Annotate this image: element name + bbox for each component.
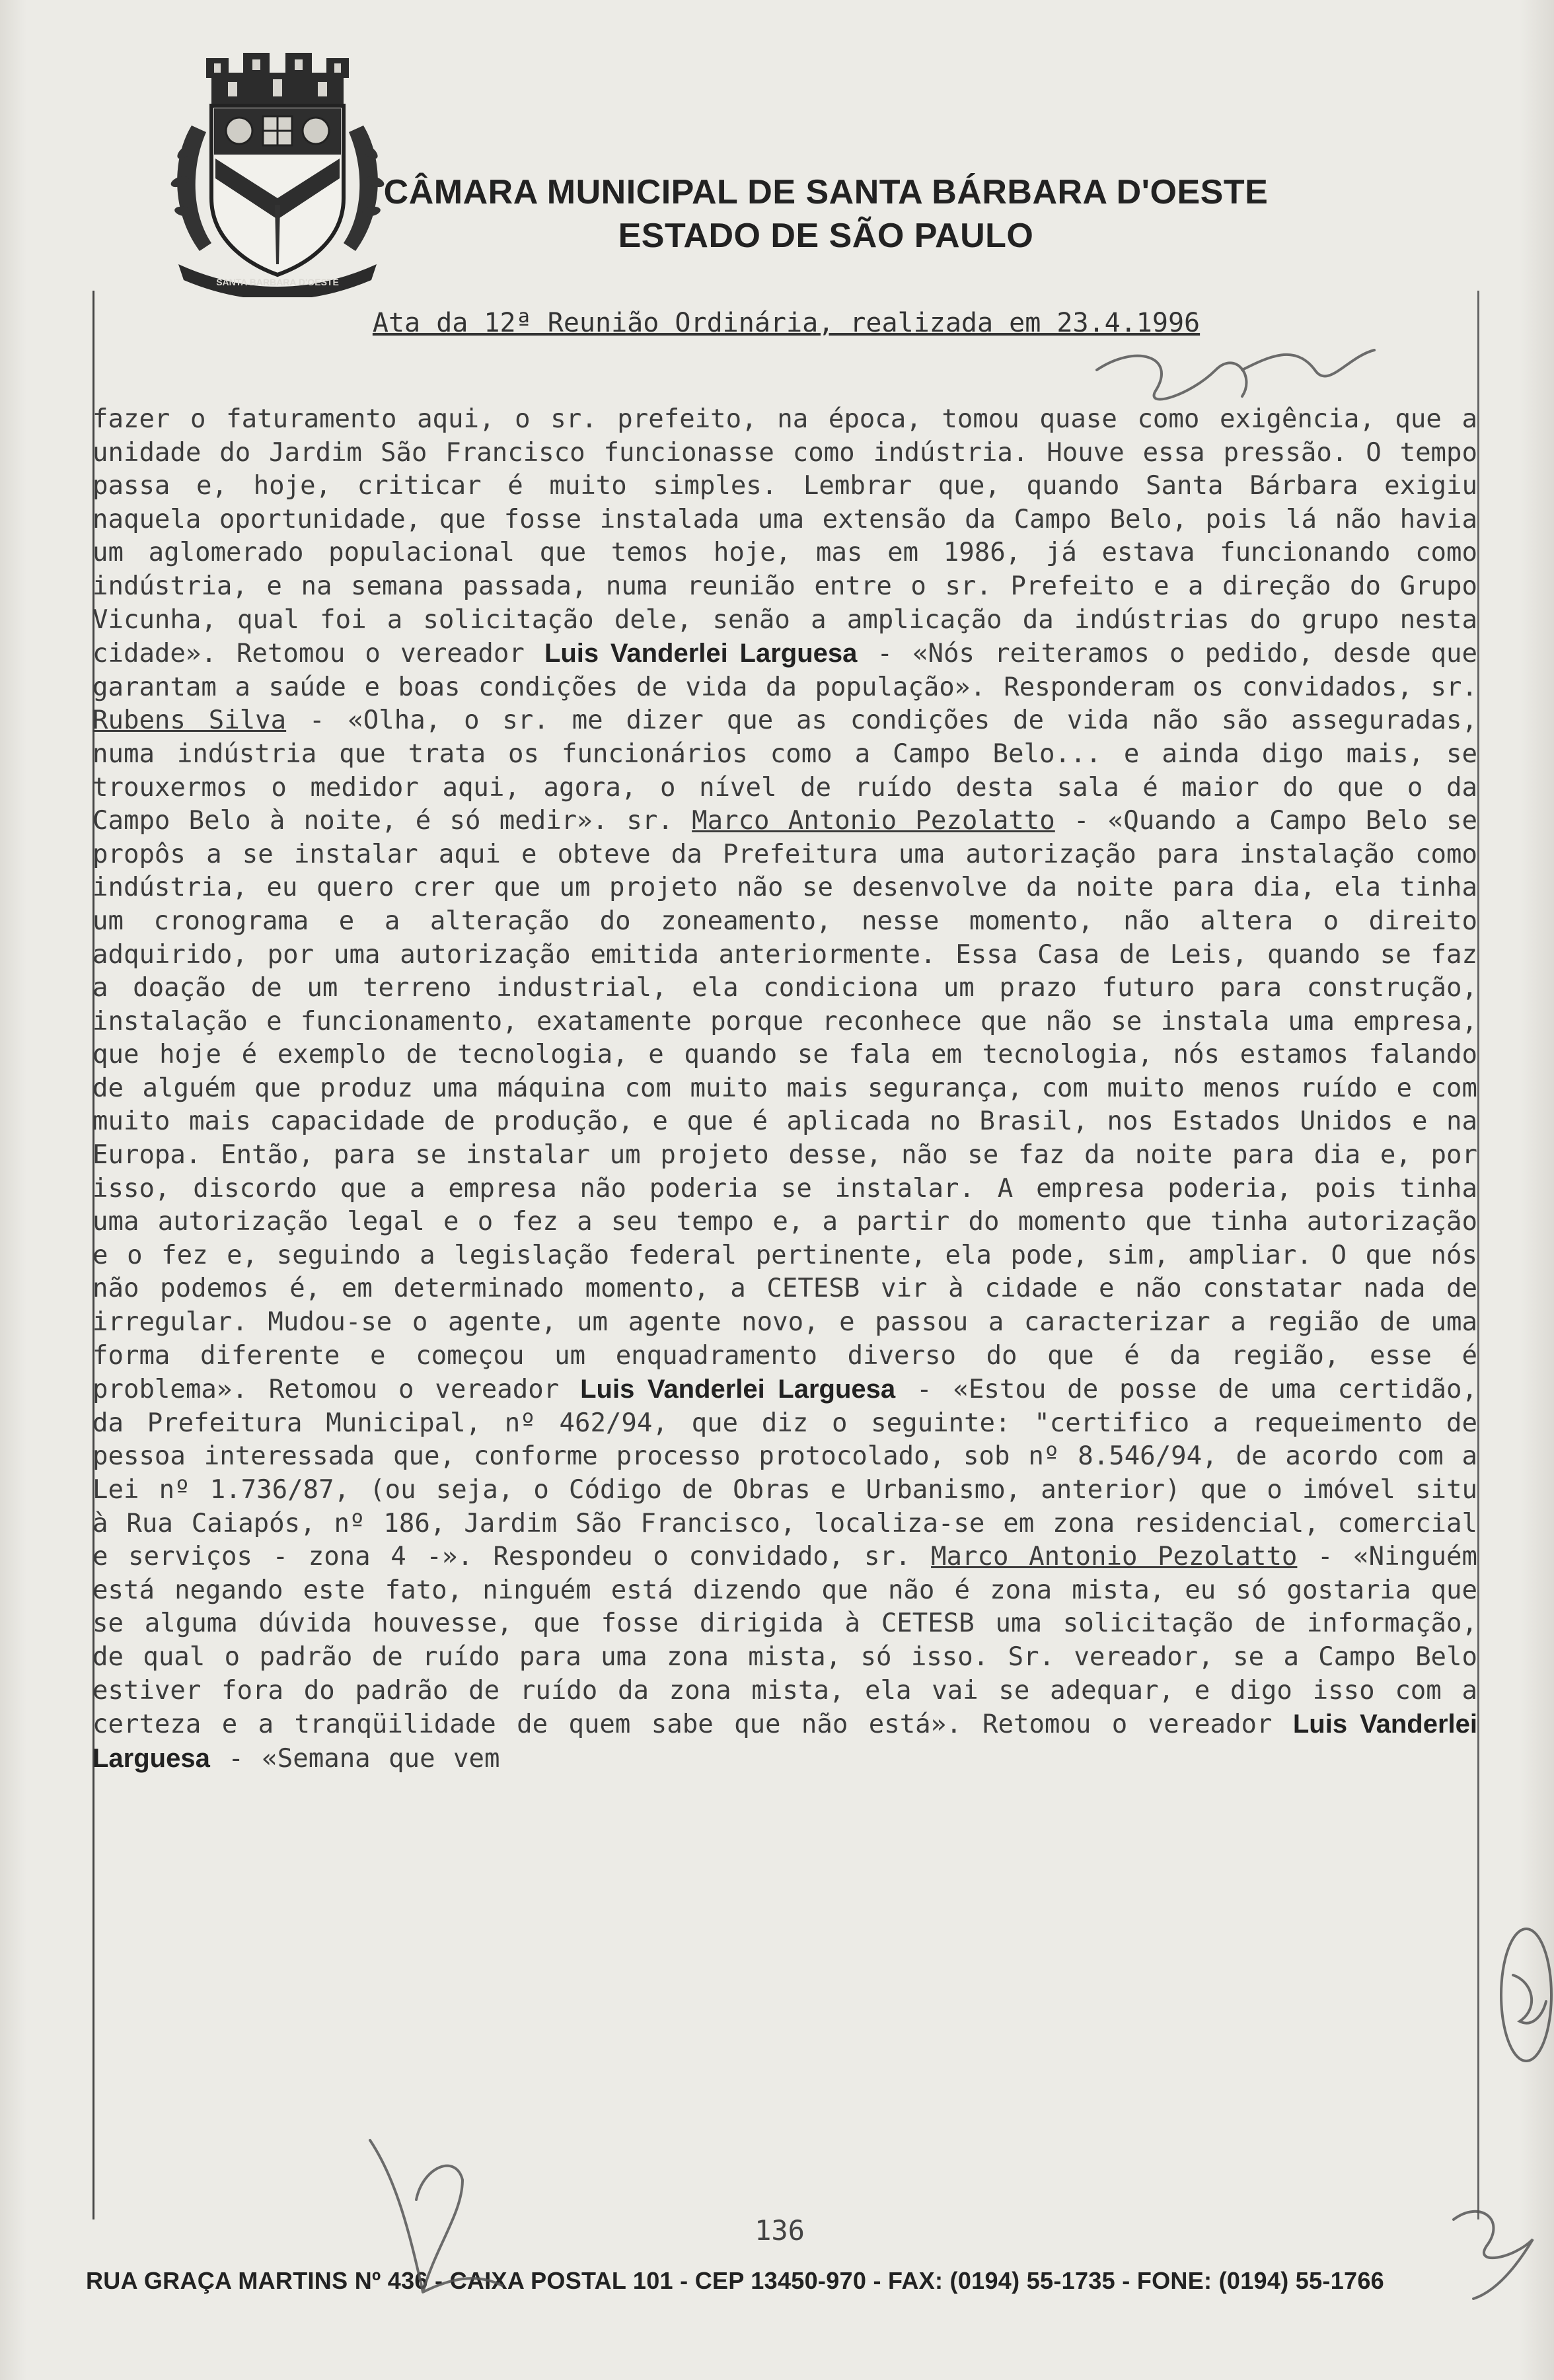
speaker-name: Marco Antonio Pezolatto: [692, 806, 1055, 836]
body-text-segment: fazer o faturamento aqui, o sr. prefeito, na época, tomou quase como exigência, que a unidade do Jardim São Francisco funcionasse como indústria. Houve essa pressão. O tempo passa e, hoje, criticar é muito simples. Lembrar que, quando Santa Bárbara exigiu naquela oportunidade, que fosse instalada uma extensão da Campo Belo, pois lá não havia um aglomerado populacional que temos hoje, mas em 1986, já estava funcionando como indústria, e na semana passada, numa reunião entre o sr. Prefeito e a direção do Grupo Vicunha, qual foi a solicitação dele, senão a amplicação da indústrias do grupo nesta cidade». Retomou o vereador: [92, 404, 1477, 669]
footer-address: RUA GRAÇA MARTINS Nº 436 - CAIXA POSTAL 101 - CEP 13450-970 - FAX: (0194) 55-1735 - FONE: (0194) 55-1766: [86, 2267, 1385, 2294]
speaker-name: Luis Vanderlei Larguesa: [580, 1375, 896, 1404]
minutes-title: Ata da 12ª Reunião Ordinária, realizada em 23.4.1996: [372, 308, 1201, 338]
page-number: 136: [755, 2214, 805, 2247]
speaker-name: Marco Antonio Pezolatto: [931, 1542, 1298, 1572]
body-text-segment: - «Olha, o sr. me dizer que as condições de vida não são asseguradas, numa indústria que trata os funcionários como a Campo Belo... e ainda digo mais, se trouxermos o medidor aqui, agora, o nível de ruído desta sala é maior do que o da Campo Belo à noite, é só medir». sr.: [92, 705, 1477, 836]
minutes-paragraph: [92, 403, 1477, 1776]
body-text-segment: - «Ninguém está negando este fato, ninguém está dizendo que não é zona mista, eu só gostaria que se alguma dúvida houvesse, que fosse dirigida à CETESB uma solicitação de informação, de qual o padrão de ruído para uma zona mista, só isso. Sr. vereador, se a Campo Belo estiver fora do padrão de ruído da zona mista, ela vai se adequar, e digo isso com a certeza e a tranqüilidade de quem sabe que não está». Retomou o vereador: [92, 1542, 1477, 1740]
institution-name: CÂMARA MUNICIPAL DE SANTA BÁRBARA D'OESTE: [383, 173, 1269, 211]
speaker-name: Luis Vanderlei Larguesa: [92, 1710, 1477, 1773]
state-name: ESTADO DE SÃO PAULO: [618, 217, 1034, 255]
body-text-segment: - «Quando a Campo Belo se propôs a se instalar aqui e obteve da Prefeitura uma autorização para instalação como indústria, eu quero crer que um projeto não se desenvolve da noite para dia, ela tinha um cronograma e a alteração do zoneamento, nesse momento, não altera o direito adquirido, por uma autorização emitida anteriormente. Essa Casa de Leis, quando se faz a doação de um terreno industrial, ela condiciona um prazo futuro para construção, instalação e funcionamento, exatamente porque reconhece que não se instala uma empresa, que hoje é exemplo de tecnologia, e quando se fala em tecnologia, nós estamos falando de alguém que produz uma máquina com muito mais segurança, com muito menos ruído e com muito mais capacidade de produção, e que é aplicada no Brasil, nos Estados Unidos e na Europa. Então, para se instalar um projeto desse, não se faz da noite para dia e, por isso, discordo que a empresa não poderia se instalar. A empresa poderia, pois tinha uma autorização legal e o fez a seu tempo e, a partir do momento que tinha autorização e o fez e, seguindo a legislação federal pertinente, ela pode, sim, ampliar. O que nós não podemos é, em determinado momento, a CETESB vir à cidade e não constatar nada de irregular. Mudou-se o agente, um agente novo, e passou a caracterizar a região de uma forma diferente e começou um enquadramento diverso do que é da região, esse é problema». Retomou o vereador: [92, 806, 1478, 1405]
body-text-segment: - «Semana que vem: [209, 1743, 500, 1774]
crest-motto: SANTA BARBARA D'OESTE: [216, 277, 339, 287]
speaker-name: Rubens Silva: [92, 705, 287, 736]
body-text-segment: - «Nós reiteramos o pedido, desde que garantam a saúde e boas condições de vida da população». Responderam os convidados, sr.: [92, 639, 1477, 702]
letterhead: [370, 170, 1282, 258]
speaker-name: Luis Vanderlei Larguesa: [544, 639, 858, 668]
municipal-coat-of-arms: [165, 53, 390, 297]
minutes-body: [92, 403, 1477, 1776]
right-margin-rule: [1477, 291, 1479, 2219]
body-text-segment: - «Estou de posse de uma certidão, da Prefeitura Municipal, nº 462/94, que diz o seguinte: "certifico a requeimento de pessoa interessada que, conforme processo protocolado, sob nº 8.546/94, de acordo com a Lei nº 1.736/87, (ou seja, o Código de Obras e Urbanismo, anterior) que o imóvel situ à Rua Caiapós, nº 186, Jardim São Francisco, localiza-se em zona residencial, comercial e serviços - zona 4 -». Respondeu o convidado, sr.: [92, 1375, 1477, 1572]
